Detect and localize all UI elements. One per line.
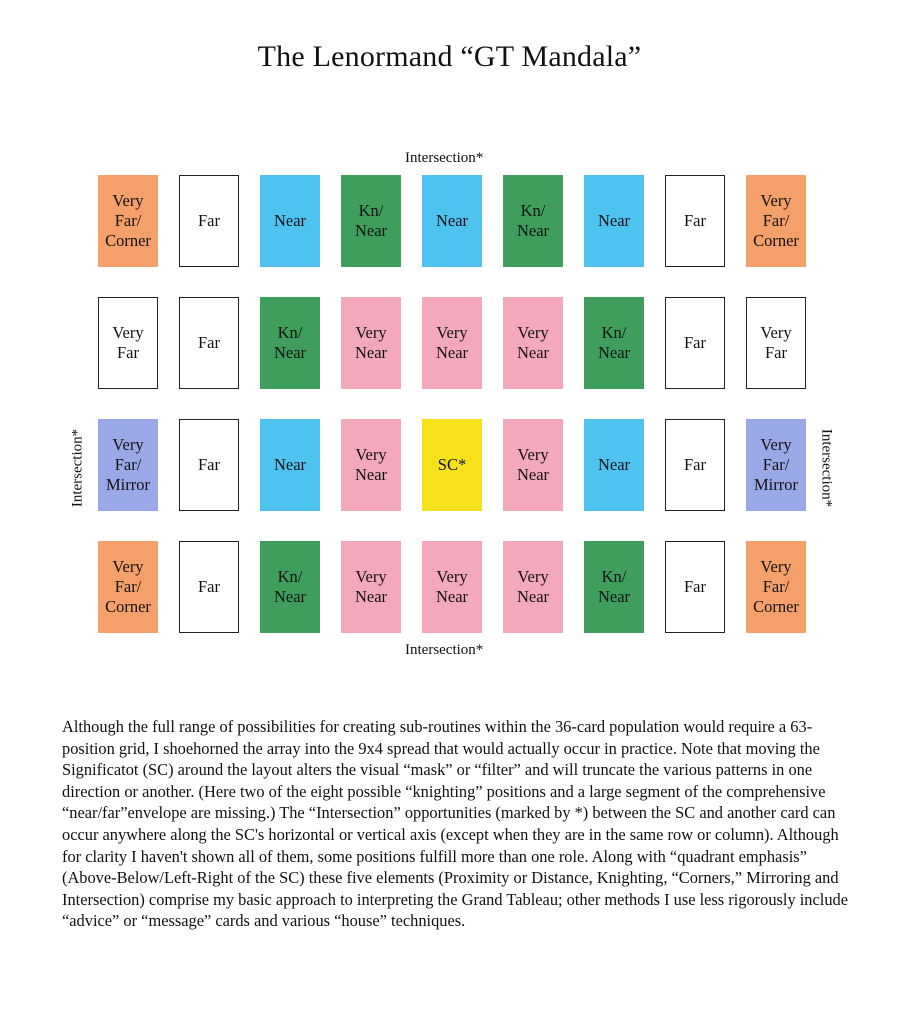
card-label: Very Near	[435, 323, 469, 362]
card-very-near	[341, 297, 401, 389]
card-label: Far	[198, 455, 220, 474]
card-very-near	[422, 297, 482, 389]
card-label: Kn/ Near	[516, 201, 550, 240]
card-very-near	[422, 541, 482, 633]
card-label: Far	[684, 211, 706, 230]
card-label: Near	[597, 211, 631, 230]
card-very-near	[503, 297, 563, 389]
page-title: The Lenormand “GT Mandala”	[257, 40, 642, 73]
card-corner	[746, 175, 806, 267]
card-label: Very Near	[354, 567, 388, 606]
intersection-label-right: Intersection*	[818, 428, 835, 508]
card-label: Near	[273, 455, 307, 474]
card-label: Very Far/ Mirror	[754, 435, 798, 494]
card-label: Very Far	[112, 323, 144, 362]
card-label: Far	[198, 333, 220, 352]
card-very-near	[341, 541, 401, 633]
card-kn	[341, 175, 401, 267]
card-label: Kn/ Near	[273, 567, 307, 606]
card-label: Kn/ Near	[273, 323, 307, 362]
card-very-near	[503, 541, 563, 633]
card-label: Very Far/ Mirror	[106, 435, 150, 494]
card-far	[665, 541, 725, 633]
card-label: Very Near	[516, 567, 550, 606]
card-corner	[98, 541, 158, 633]
card-corner	[98, 175, 158, 267]
card-mirror	[746, 419, 806, 511]
card-sc	[422, 419, 482, 511]
card-corner	[746, 541, 806, 633]
card-label: Far	[198, 577, 220, 596]
card-near	[260, 175, 320, 267]
card-kn	[260, 297, 320, 389]
card-far	[665, 297, 725, 389]
card-kn	[260, 541, 320, 633]
card-far	[179, 297, 239, 389]
intersection-label-left: Intersection*	[69, 428, 86, 508]
card-label: Very Far	[760, 323, 792, 362]
card-mirror	[98, 419, 158, 511]
card-near	[584, 419, 644, 511]
card-very-near	[341, 419, 401, 511]
card-far	[665, 175, 725, 267]
card-label: SC*	[437, 455, 467, 474]
card-label: Kn/ Near	[597, 323, 631, 362]
card-very-far	[98, 297, 158, 389]
card-far	[179, 175, 239, 267]
card-label: Very Far/ Corner	[753, 191, 799, 250]
card-far	[179, 541, 239, 633]
card-label: Very Far/ Corner	[105, 557, 151, 616]
card-kn	[503, 175, 563, 267]
card-far	[665, 419, 725, 511]
card-kn	[584, 541, 644, 633]
card-label: Far	[198, 211, 220, 230]
card-label: Very Near	[354, 323, 388, 362]
card-label: Very Near	[354, 445, 388, 484]
card-label: Very Near	[516, 445, 550, 484]
card-label: Very Near	[516, 323, 550, 362]
card-very-near	[503, 419, 563, 511]
card-label: Far	[684, 455, 706, 474]
card-near	[422, 175, 482, 267]
card-label: Near	[273, 211, 307, 230]
intersection-label-bottom: Intersection*	[405, 642, 484, 658]
description-paragraph: Although the full range of possibilities for creating sub-routines within the 36-card population would require a 63-position grid, I shoehorned the array into the 9x4 spread that would actually occur in practice. Note that moving the Significatot (SC) around the layout alters the visual “mask” or “filter” and will truncate the various patterns in one direction or another. (Here two of the eight possible “knighting” positions and a large segment of the comprehensive “near/far”envelope are missing.) The “Intersection” opportunities (marked by *) between the SC and another card can occur anywhere along the SC's horizontal or vertical axis (except when they are in the same row or column). Although for clarity I haven't shown all of them, some positions fulfill more than one role. Along with “quadrant emphasis” (Above-Below/Left-Right of the SC) these five elements (Proximity or Distance, Knighting, “Corners,” Mirroring and Intersection) comprise my basic approach to interpreting the Grand Tableau; other methods I use less rigorously include “advice” or “message” cards and various “house” techniques.	[62, 717, 848, 931]
card-label: Kn/ Near	[354, 201, 388, 240]
card-label: Very Near	[435, 567, 469, 606]
card-label: Far	[684, 577, 706, 596]
card-far	[179, 419, 239, 511]
card-near	[260, 419, 320, 511]
card-label: Very Far/ Corner	[753, 557, 799, 616]
card-label: Far	[684, 333, 706, 352]
mandala-grid	[98, 175, 806, 633]
card-near	[584, 175, 644, 267]
card-label: Near	[435, 211, 469, 230]
card-label: Kn/ Near	[597, 567, 631, 606]
card-label: Very Far/ Corner	[105, 191, 151, 250]
card-kn	[584, 297, 644, 389]
intersection-label-top: Intersection*	[405, 150, 484, 166]
card-label: Near	[597, 455, 631, 474]
card-very-far	[746, 297, 806, 389]
